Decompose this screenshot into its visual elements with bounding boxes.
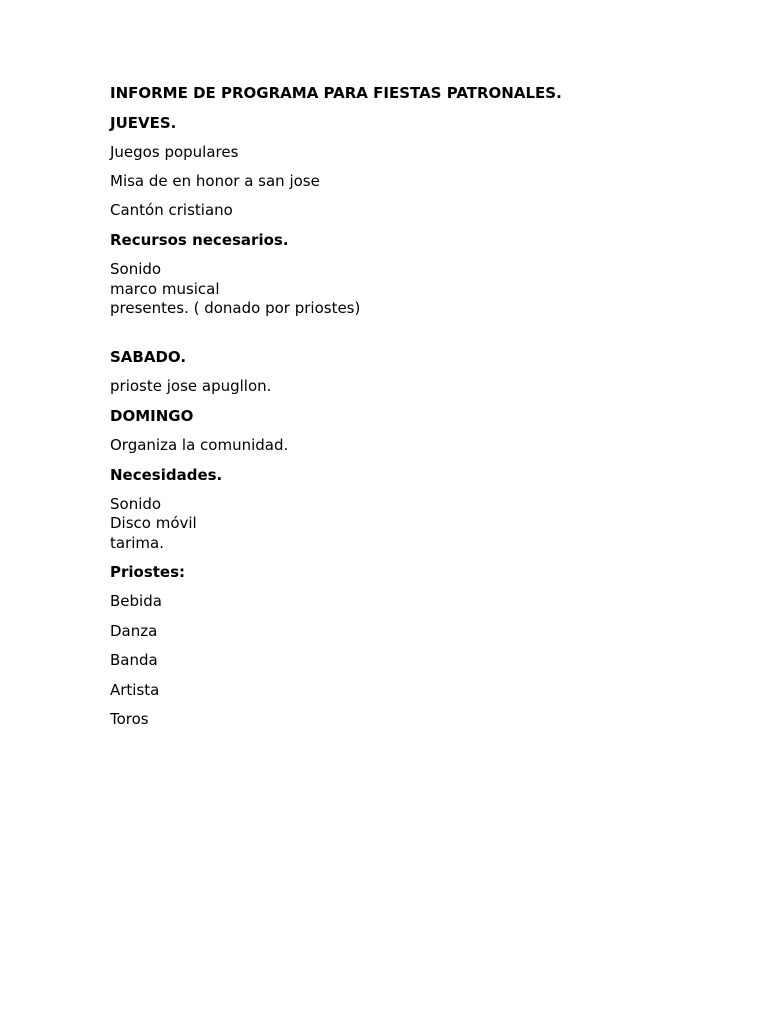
resources-item: presentes. ( donado por priostes) (110, 299, 361, 317)
resources-item: marco musical (110, 280, 220, 298)
needs-heading: Necesidades. (110, 466, 223, 484)
thursday-item: Juegos populares (110, 143, 239, 161)
thursday-heading: JUEVES. (110, 114, 177, 132)
sunday-text: Organiza la comunidad. (110, 436, 289, 454)
saturday-heading: SABADO. (110, 348, 187, 366)
thursday-item: Misa de en honor a san jose (110, 172, 320, 190)
thursday-item: Cantón cristiano (110, 201, 233, 219)
needs-item: tarima. (110, 534, 164, 552)
saturday-text: prioste jose apugllon. (110, 377, 272, 395)
resources-item: Sonido (110, 260, 162, 278)
sponsors-item: Artista (110, 681, 160, 699)
needs-item: Disco móvil (110, 514, 197, 532)
sponsors-heading: Priostes: (110, 563, 186, 581)
sponsors-item: Danza (110, 622, 158, 640)
document-title: INFORME DE PROGRAMA PARA FIESTAS PATRONALES. (110, 84, 562, 102)
needs-item: Sonido (110, 495, 162, 513)
sponsors-item: Bebida (110, 592, 162, 610)
sponsors-item: Banda (110, 651, 158, 669)
sponsors-item: Toros (110, 710, 149, 728)
sunday-heading: DOMINGO (110, 407, 194, 425)
resources-heading: Recursos necesarios. (110, 231, 289, 249)
